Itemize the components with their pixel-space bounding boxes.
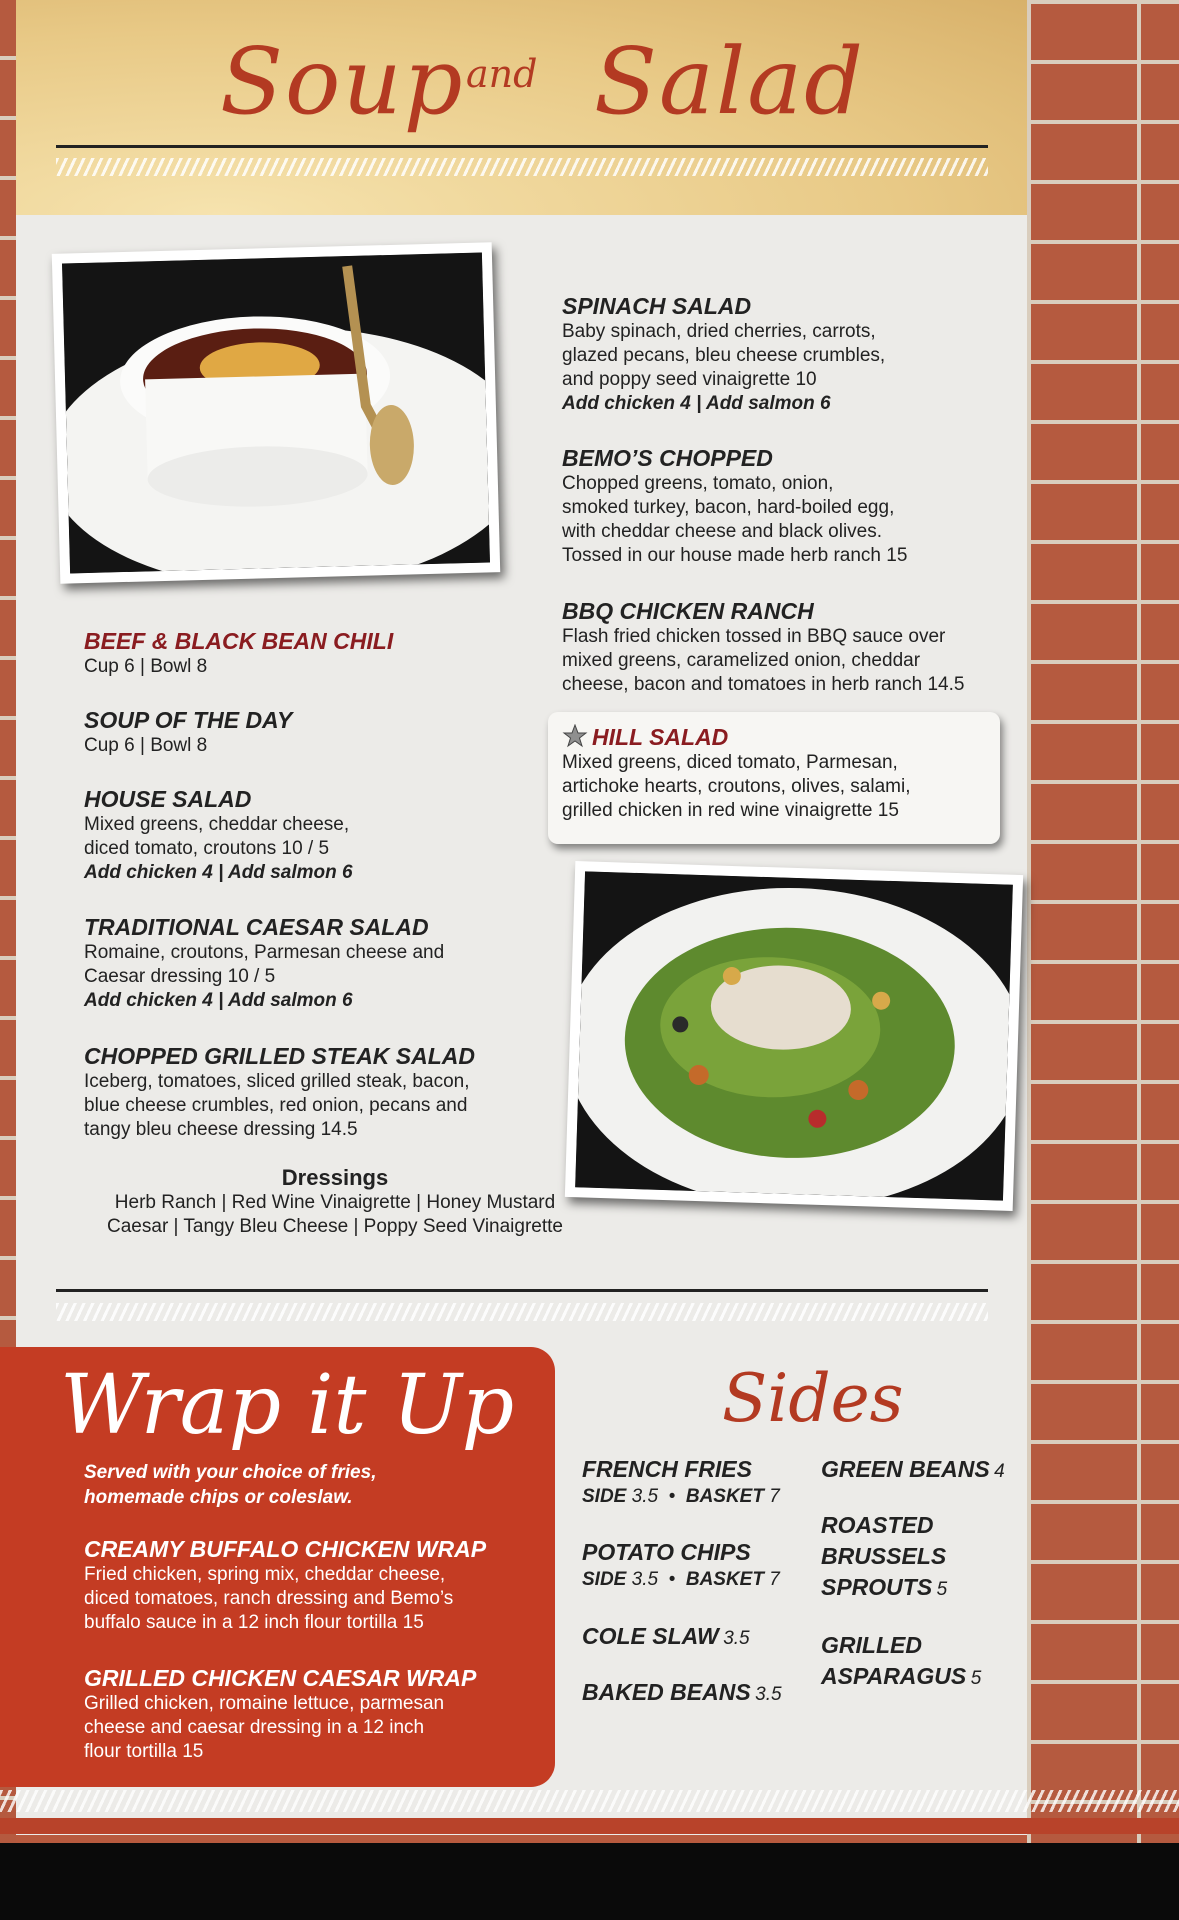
menu-item-buffalo-wrap	[84, 1536, 544, 1635]
side-price: 4	[994, 1461, 1005, 1482]
side-french-fries	[582, 1454, 780, 1509]
item-price: Cup 6 | Bowl 8	[84, 735, 208, 756]
item-desc: diced tomatoes, ranch dressing and Bemo’s	[84, 1588, 454, 1609]
side-price: 3.5	[723, 1628, 750, 1649]
item-name: BEMO’S CHOPPED	[562, 445, 773, 471]
wrap-intro-line: homemade chips or coleslaw.	[84, 1487, 353, 1508]
item-desc: glazed pecans, bleu cheese crumbles,	[562, 345, 886, 366]
item-name: HOUSE SALAD	[84, 786, 252, 812]
side-name: BAKED BEANS	[582, 1679, 751, 1705]
item-desc: Tossed in our house made herb ranch 15	[562, 545, 908, 566]
title-salad: Salad	[594, 28, 866, 135]
sides-title: Sides	[722, 1360, 904, 1437]
item-desc: flour tortilla 15	[84, 1741, 204, 1762]
item-desc: Fried chicken, spring mix, cheddar cheese,	[84, 1564, 446, 1585]
menu-item-soup-of-day	[84, 707, 544, 758]
side-name: SPROUTS	[821, 1574, 933, 1600]
item-desc: Flash fried chicken tossed in BBQ sauce over	[562, 626, 946, 647]
menu-item-caesar-salad	[84, 914, 554, 1013]
item-desc: with cheddar cheese and black olives.	[562, 521, 883, 542]
header-banner	[16, 0, 1027, 215]
side-name: POTATO CHIPS	[582, 1539, 751, 1565]
item-desc: tangy bleu cheese dressing 14.5	[84, 1119, 358, 1140]
item-name: SOUP OF THE DAY	[84, 707, 293, 733]
menu-item-spinach-salad	[562, 293, 1002, 416]
item-desc: Baby spinach, dried cherries, carrots,	[562, 321, 876, 342]
title-soup: Soup	[220, 28, 465, 135]
side-prices: SIDE 3.5 • BASKET 7	[582, 1569, 780, 1590]
item-addons: Add chicken 4 | Add salmon 6	[562, 393, 831, 414]
side-name: ROASTED	[821, 1512, 934, 1538]
item-desc: Iceberg, tomatoes, sliced grilled steak, bacon,	[84, 1071, 470, 1092]
item-desc: Chopped greens, tomato, onion,	[562, 473, 834, 494]
item-name: BEEF & BLACK BEAN CHILI	[84, 628, 394, 654]
item-desc: grilled chicken in red wine vinaigrette 15	[562, 800, 899, 821]
item-desc: diced tomato, croutons 10 / 5	[84, 838, 330, 859]
section-divider	[56, 1289, 988, 1292]
item-addons: Add chicken 4 | Add salmon 6	[84, 862, 353, 883]
side-name: COLE SLAW	[582, 1623, 719, 1649]
menu-item-house-salad	[84, 786, 544, 885]
side-name: GREEN BEANS	[821, 1456, 990, 1482]
header-hatch	[56, 158, 988, 176]
side-name: BRUSSELS	[821, 1543, 947, 1569]
menu-item-steak-salad	[84, 1043, 564, 1142]
item-desc: Romaine, croutons, Parmesan cheese and	[84, 942, 445, 963]
star-icon	[562, 724, 588, 748]
item-desc: Mixed greens, cheddar cheese,	[84, 814, 350, 835]
item-desc: artichoke hearts, croutons, olives, salami,	[562, 776, 911, 797]
chili-bowl-image	[62, 253, 490, 574]
item-desc: blue cheese crumbles, red onion, pecans and	[84, 1095, 468, 1116]
item-name: CHOPPED GRILLED STEAK SALAD	[84, 1043, 476, 1069]
chili-photo	[52, 242, 500, 583]
menu-item-caesar-wrap	[84, 1665, 544, 1764]
menu-item-bemos-chopped	[562, 445, 1002, 568]
dressings-heading: Dressings	[281, 1165, 389, 1190]
side-green-beans	[821, 1454, 1005, 1485]
item-desc: Grilled chicken, romaine lettuce, parmesan	[84, 1693, 445, 1714]
item-desc: and poppy seed vinaigrette 10	[562, 369, 817, 390]
menu-item-bbq-chicken-ranch	[562, 598, 1012, 697]
dressings-line: Herb Ranch | Red Wine Vinaigrette | Honey Mustard	[114, 1192, 556, 1213]
side-name: ASPARAGUS	[821, 1663, 967, 1689]
dressings-section	[80, 1165, 590, 1239]
hill-salad-name: HILL SALAD	[592, 724, 729, 750]
side-price: 3.5	[755, 1684, 782, 1705]
side-price: 5	[936, 1579, 948, 1600]
side-price: 5	[970, 1668, 982, 1689]
item-name: GRILLED CHICKEN CAESAR WRAP	[84, 1665, 477, 1691]
side-baked-beans	[582, 1677, 782, 1708]
menu-item-chili	[84, 628, 544, 679]
item-name	[562, 724, 992, 751]
brick-wall-background	[1027, 0, 1179, 1920]
bottom-hatch	[0, 1790, 1179, 1812]
side-name: FRENCH FRIES	[582, 1456, 752, 1482]
item-desc: mixed greens, caramelized onion, cheddar	[562, 650, 921, 671]
dressings-line: Caesar | Tangy Bleu Cheese | Poppy Seed Vinaigrette	[107, 1216, 563, 1237]
item-name: CREAMY BUFFALO CHICKEN WRAP	[84, 1536, 487, 1562]
item-desc: Mixed greens, diced tomato, Parmesan,	[562, 752, 898, 773]
item-addons: Add chicken 4 | Add salmon 6	[84, 990, 353, 1011]
item-desc: cheese, bacon and tomatoes in herb ranch 14.5	[562, 674, 965, 695]
side-potato-chips	[582, 1537, 780, 1592]
item-name: TRADITIONAL CAESAR SALAD	[84, 914, 429, 940]
item-name: SPINACH SALAD	[562, 293, 752, 319]
item-price: Cup 6 | Bowl 8	[84, 656, 208, 677]
salad-photo	[565, 861, 1023, 1211]
bottom-rule	[0, 1818, 1179, 1834]
wrap-title: Wrap it Up	[60, 1358, 515, 1453]
wrap-intro-line: Served with your choice of fries,	[84, 1462, 377, 1483]
item-desc: cheese and caesar dressing in a 12 inch	[84, 1717, 425, 1738]
side-grilled-asparagus	[821, 1630, 981, 1692]
side-cole-slaw	[582, 1621, 750, 1652]
wrap-intro	[84, 1460, 376, 1510]
menu-item-hill-salad	[562, 724, 992, 823]
side-prices: SIDE 3.5 • BASKET 7	[582, 1486, 780, 1507]
item-desc: smoked turkey, bacon, hard-boiled egg,	[562, 497, 895, 518]
header-divider	[56, 145, 988, 148]
section-hatch	[56, 1303, 988, 1321]
title-and: and	[466, 52, 538, 96]
side-name: GRILLED	[821, 1632, 922, 1658]
item-desc: buffalo sauce in a 12 inch flour tortilla 15	[84, 1612, 424, 1633]
item-name: BBQ CHICKEN RANCH	[562, 598, 814, 624]
bottom-bar	[0, 1843, 1179, 1920]
hill-salad-image	[575, 871, 1013, 1200]
side-brussels-sprouts	[821, 1510, 947, 1606]
item-desc: Caesar dressing 10 / 5	[84, 966, 276, 987]
